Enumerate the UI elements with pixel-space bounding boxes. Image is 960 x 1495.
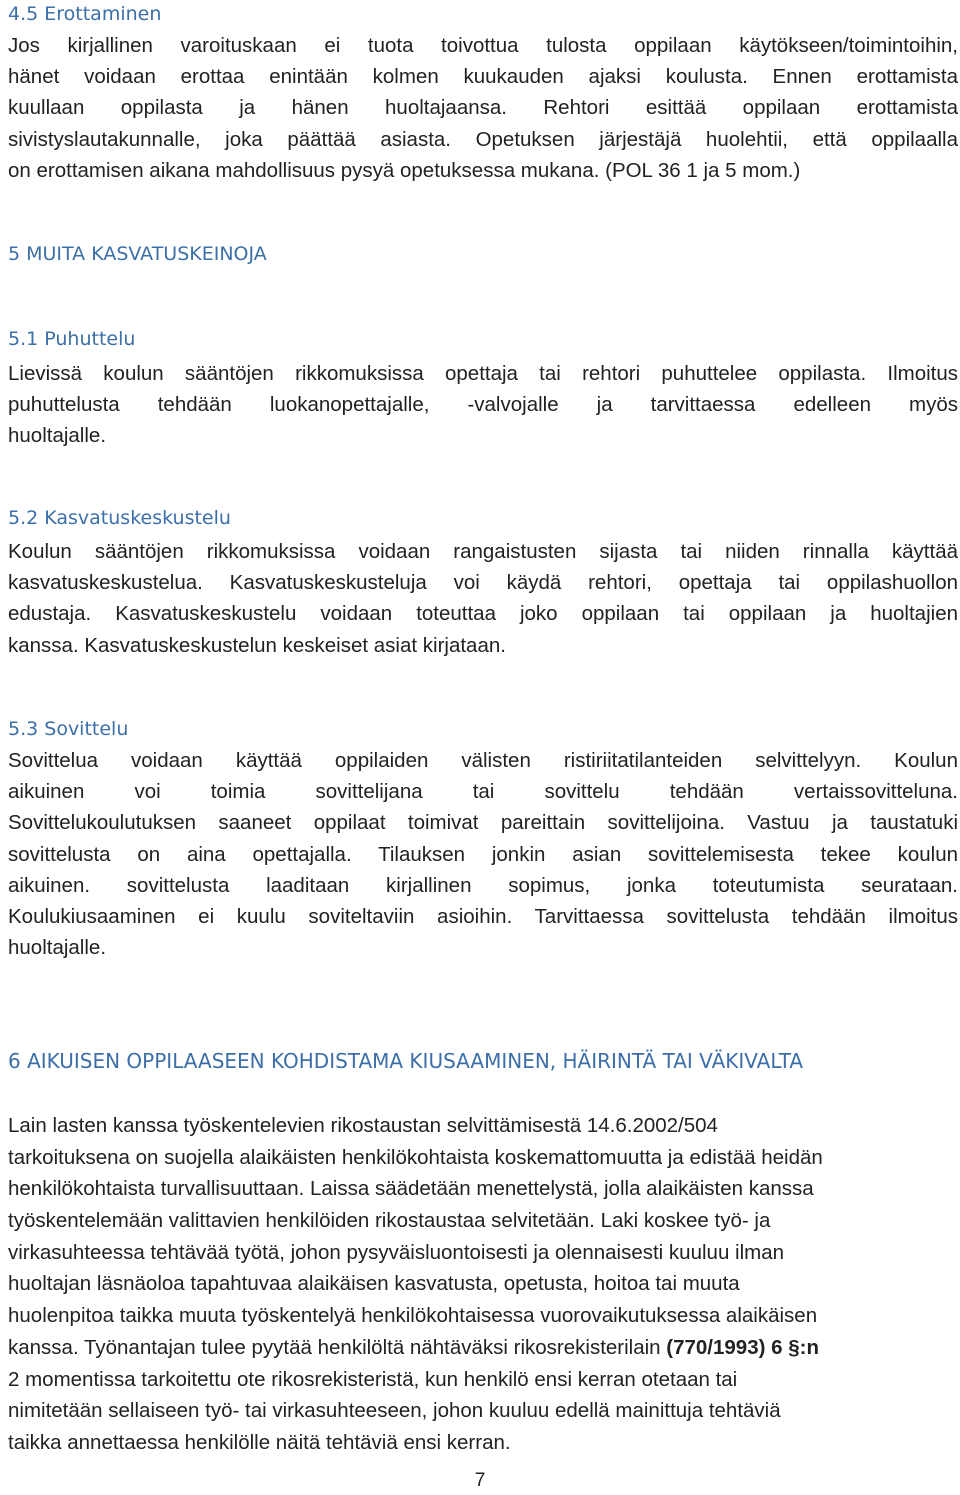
text-line: kasvatuskeskustelua. Kasvatuskeskusteluja voi käydä rehtori, opettaja tai oppilashuollon — [8, 571, 958, 595]
text-line: virkasuhteessa tehtävää työtä, johon pysyväisluontoisesti ja olennaisesti kuuluu ilman — [8, 1240, 785, 1264]
text-line: aikuinen. sovittelusta laaditaan kirjallinen sopimus, jonka toteutumista seurataan. — [8, 873, 958, 897]
text-line: Lievissä koulun sääntöjen rikkomuksissa opettaja tai rehtori puhuttelee oppilasta. Ilmoitus — [8, 362, 958, 385]
text-line: työskentelemään valittavien henkilöiden rikostaustaa selvitetään. Laki koskee työ- ja — [8, 1209, 771, 1233]
text-line: huoltajalle. — [8, 936, 107, 960]
text-run: kanssa. Työnantajan tulee pyytää henkilöltä nähtäväksi rikosrekisterilain — [8, 1335, 667, 1359]
paragraph-5-2 — [8, 536, 958, 661]
chapter-heading-5: 5 MUITA KASVATUSKEINOJA — [8, 243, 267, 265]
text-line: henkilökohtaista turvallisuuttaan. Laissa säädetään menettelystä, jolla alaikäisten kanssa — [8, 1177, 814, 1201]
text-line: sivistyslautakunnalle, joka päättää asiasta. Opetuksen järjestäjä huolehtii, että oppilaalla — [8, 127, 958, 151]
text-line: Koulukiusaaminen ei kuulu soviteltaviin asioihin. Tarvittaessa sovittelusta tehdään ilmoitus — [8, 904, 958, 928]
text-line: huoltajalle. — [8, 424, 107, 448]
text-line: kuullaan oppilasta ja hänen huoltajaansa. Rehtori esittää oppilaan erottamista — [8, 96, 958, 120]
text-line: kanssa. Kasvatuskeskustelun keskeiset asiat kirjataan. — [8, 633, 506, 657]
text-line: tarkoituksena on suojella alaikäisten henkilökohtaista koskemattomuutta ja edistää heidän — [8, 1145, 823, 1169]
section-heading-5-1: 5.1 Puhuttelu — [8, 328, 136, 350]
chapter-heading-6: 6 AIKUISEN OPPILAASEEN KOHDISTAMA KIUSAAMINEN, HÄIRINTÄ TAI VÄKIVALTA — [8, 1049, 804, 1073]
section-heading-5-3: 5.3 Sovittelu — [8, 718, 129, 740]
text-line: sovittelusta on aina opettajalla. Tilauksen jonkin asian sovittelemisesta tekee koulun — [8, 842, 958, 866]
text-line: huolenpitoa taikka muuta työskentelyä henkilökohtaisessa vuorovaikutuksessa alaikäisen — [8, 1304, 818, 1328]
text-line: taikka annettaessa henkilölle näitä tehtäviä ensi kerran. — [8, 1430, 511, 1454]
text-line — [8, 1332, 958, 1364]
text-line: aikuinen voi toimia sovittelijana tai sovittelu tehdään vertaissovitteluna. — [8, 780, 958, 804]
text-line: Lain lasten kanssa työskentelevien rikostaustan selvittämisestä 14.6.2002/504 — [8, 1114, 718, 1137]
text-line: on erottamisen aikana mahdollisuus pysyä opetuksessa mukana. (POL 36 1 ja 5 mom.) — [8, 158, 801, 182]
text-line: nimitetään sellaiseen työ- tai virkasuhteeseen, johon kuuluu edellä mainittuja tehtäviä — [8, 1399, 781, 1423]
paragraph-5-3 — [8, 745, 958, 963]
section-heading-4-5: 4.5 Erottaminen — [8, 3, 162, 25]
section-heading-5-2: 5.2 Kasvatuskeskustelu — [8, 507, 231, 529]
text-line: huoltajan läsnäoloa tapahtuvaa alaikäisen kasvatusta, opetusta, hoitoa tai muuta — [8, 1272, 740, 1296]
paragraph-6 — [8, 1110, 958, 1459]
text-line: Koulun sääntöjen rikkomuksissa voidaan rangaistusten sijasta tai niiden rinnalla käyttää — [8, 540, 958, 563]
text-line: puhuttelusta tehdään luokanopettajalle, -valvojalle ja tarvittaessa edelleen myös — [8, 393, 958, 417]
text-line: Sovittelukoulutuksen saaneet oppilaat toimivat pareittain sovittelijoina. Vastuu ja taustatuki — [8, 811, 958, 835]
text-line: Jos kirjallinen varoituskaan ei tuota toivottua tulosta oppilaan käytökseen/toimintoihin, — [8, 34, 958, 57]
text-line: Sovittelua voidaan käyttää oppilaiden välisten ristiriitatilanteiden selvittelyyn. Koulun — [8, 749, 958, 772]
law-reference: (770/1993) 6 §:n — [666, 1335, 819, 1359]
page-number: 7 — [474, 1470, 486, 1491]
paragraph-5-1 — [8, 358, 958, 452]
text-line: hänet voidaan erottaa enintään kolmen kuukauden ajaksi koulusta. Ennen erottamista — [8, 65, 958, 89]
text-line: edustaja. Kasvatuskeskustelu voidaan toteuttaa joko oppilaan tai oppilaan ja huoltajien — [8, 602, 958, 626]
text-line: 2 momentissa tarkoitettu ote rikosrekisteristä, kun henkilö ensi kerran otetaan tai — [8, 1367, 738, 1391]
paragraph-4-5 — [8, 30, 958, 186]
